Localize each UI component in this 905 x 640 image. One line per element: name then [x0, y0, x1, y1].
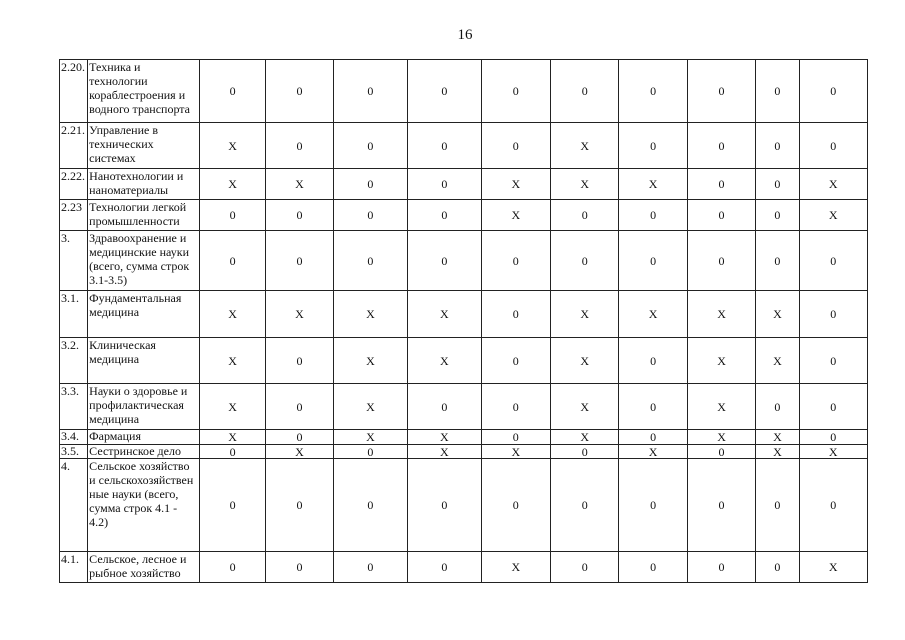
row-code: 3.1. [60, 291, 88, 338]
value-cell: X [333, 291, 407, 338]
row-name: Сестринское дело [88, 445, 200, 459]
value-cell: 0 [266, 200, 333, 231]
row-name: Здравоохранение и медицинские науки (всего, сумма строк 3.1-3.5) [88, 231, 200, 291]
row-code: 2.20. [60, 60, 88, 123]
value-cell: X [408, 430, 481, 445]
page-number: 16 [457, 27, 473, 43]
row-name: Науки о здоровье и профилактическая медицина [88, 384, 200, 430]
value-cell: 0 [199, 459, 265, 552]
value-cell: 0 [687, 123, 755, 169]
table-body [60, 60, 868, 583]
value-cell: X [408, 445, 481, 459]
value-cell: 0 [333, 445, 407, 459]
value-cell: X [199, 169, 265, 200]
value-cell: 0 [266, 459, 333, 552]
value-cell: 0 [756, 60, 799, 123]
row-name: Управление в технических системах [88, 123, 200, 169]
value-cell: 0 [481, 459, 550, 552]
value-cell: 0 [619, 552, 687, 583]
value-cell: 0 [199, 552, 265, 583]
value-cell: X [481, 552, 550, 583]
row-code: 2.23 [60, 200, 88, 231]
value-cell: 0 [799, 430, 867, 445]
value-cell: X [333, 338, 407, 384]
table-row [60, 384, 868, 430]
value-cell: 0 [687, 459, 755, 552]
value-cell: 0 [266, 123, 333, 169]
value-cell: 0 [799, 459, 867, 552]
row-code: 2.22. [60, 169, 88, 200]
value-cell: 0 [687, 552, 755, 583]
row-name: Фундаментальная медицина [88, 291, 200, 338]
value-cell: X [199, 291, 265, 338]
value-cell: 0 [333, 231, 407, 291]
row-code: 3.2. [60, 338, 88, 384]
value-cell: X [619, 291, 687, 338]
value-cell: X [799, 445, 867, 459]
row-code: 3.3. [60, 384, 88, 430]
value-cell: X [266, 169, 333, 200]
value-cell: 0 [408, 169, 481, 200]
value-cell: 0 [756, 459, 799, 552]
value-cell: 0 [619, 384, 687, 430]
value-cell: X [687, 430, 755, 445]
value-cell: X [333, 430, 407, 445]
table-row [60, 169, 868, 200]
value-cell: X [551, 291, 619, 338]
row-code: 4. [60, 459, 88, 552]
value-cell: X [551, 430, 619, 445]
value-cell: X [756, 338, 799, 384]
value-cell: 0 [551, 459, 619, 552]
value-cell: 0 [799, 231, 867, 291]
value-cell: 0 [756, 123, 799, 169]
value-cell: X [199, 384, 265, 430]
value-cell: 0 [408, 200, 481, 231]
value-cell: 0 [266, 231, 333, 291]
value-cell: 0 [619, 338, 687, 384]
value-cell: 0 [199, 231, 265, 291]
value-cell: 0 [687, 231, 755, 291]
value-cell: 0 [756, 231, 799, 291]
value-cell: 0 [481, 384, 550, 430]
value-cell: 0 [799, 338, 867, 384]
table-row [60, 338, 868, 384]
value-cell: X [551, 384, 619, 430]
value-cell: 0 [333, 169, 407, 200]
value-cell: 0 [756, 552, 799, 583]
row-code: 4.1. [60, 552, 88, 583]
value-cell: X [266, 445, 333, 459]
table-row [60, 430, 868, 445]
value-cell: 0 [551, 552, 619, 583]
value-cell: 0 [687, 200, 755, 231]
value-cell: 0 [266, 430, 333, 445]
value-cell: 0 [333, 459, 407, 552]
row-name: Сельское хозяйство и сельскохозяйствен ные науки (всего, сумма строк 4.1 - 4.2) [88, 459, 200, 552]
value-cell: 0 [199, 200, 265, 231]
value-cell: X [756, 291, 799, 338]
value-cell: 0 [481, 123, 550, 169]
value-cell: 0 [551, 200, 619, 231]
table-row [60, 445, 868, 459]
table-row [60, 123, 868, 169]
value-cell: X [408, 338, 481, 384]
row-name: Фармация [88, 430, 200, 445]
value-cell: 0 [551, 231, 619, 291]
value-cell: 0 [481, 231, 550, 291]
value-cell: 0 [408, 384, 481, 430]
value-cell: 0 [333, 552, 407, 583]
value-cell: 0 [756, 169, 799, 200]
value-cell: 0 [551, 445, 619, 459]
table-row [60, 552, 868, 583]
value-cell: 0 [687, 60, 755, 123]
value-cell: 0 [481, 60, 550, 123]
value-cell: 0 [481, 430, 550, 445]
value-cell: X [799, 200, 867, 231]
value-cell: 0 [481, 291, 550, 338]
value-cell: 0 [619, 123, 687, 169]
value-cell: 0 [756, 384, 799, 430]
table-row [60, 231, 868, 291]
value-cell: X [408, 291, 481, 338]
value-cell: 0 [266, 338, 333, 384]
value-cell: 0 [481, 338, 550, 384]
value-cell: X [619, 169, 687, 200]
data-table [59, 59, 868, 583]
value-cell: 0 [619, 200, 687, 231]
value-cell: X [799, 169, 867, 200]
value-cell: X [481, 200, 550, 231]
value-cell: 0 [799, 291, 867, 338]
value-cell: X [551, 338, 619, 384]
value-cell: X [551, 123, 619, 169]
row-name: Сельское, лесное и рыбное хозяйство [88, 552, 200, 583]
row-code: 3.4. [60, 430, 88, 445]
value-cell: X [481, 169, 550, 200]
value-cell: X [687, 338, 755, 384]
value-cell: X [687, 291, 755, 338]
table-row [60, 459, 868, 552]
value-cell: 0 [687, 169, 755, 200]
value-cell: X [481, 445, 550, 459]
value-cell: 0 [199, 60, 265, 123]
value-cell: 0 [333, 200, 407, 231]
value-cell: 0 [199, 445, 265, 459]
value-cell: X [619, 445, 687, 459]
row-code: 3. [60, 231, 88, 291]
value-cell: 0 [266, 60, 333, 123]
table-row [60, 291, 868, 338]
row-code: 3.5. [60, 445, 88, 459]
value-cell: 0 [756, 200, 799, 231]
value-cell: 0 [266, 384, 333, 430]
value-cell: X [756, 430, 799, 445]
table-row [60, 200, 868, 231]
value-cell: 0 [408, 60, 481, 123]
row-code: 2.21. [60, 123, 88, 169]
value-cell: 0 [619, 60, 687, 123]
row-name: Технологии легкой промышленности [88, 200, 200, 231]
value-cell: X [199, 338, 265, 384]
value-cell: 0 [799, 384, 867, 430]
value-cell: X [333, 384, 407, 430]
row-name: Клиническая медицина [88, 338, 200, 384]
value-cell: 0 [408, 552, 481, 583]
value-cell: X [266, 291, 333, 338]
value-cell: 0 [408, 459, 481, 552]
value-cell: X [756, 445, 799, 459]
row-name: Нанотехнологии и наноматериалы [88, 169, 200, 200]
value-cell: 0 [333, 123, 407, 169]
value-cell: 0 [799, 60, 867, 123]
value-cell: 0 [266, 552, 333, 583]
value-cell: 0 [333, 60, 407, 123]
value-cell: X [687, 384, 755, 430]
value-cell: 0 [408, 123, 481, 169]
value-cell: X [799, 552, 867, 583]
value-cell: X [199, 123, 265, 169]
value-cell: 0 [619, 231, 687, 291]
value-cell: 0 [408, 231, 481, 291]
table-row [60, 60, 868, 123]
row-name: Техника и технологии кораблестроения и водного транспорта [88, 60, 200, 123]
value-cell: X [551, 169, 619, 200]
value-cell: 0 [619, 430, 687, 445]
value-cell: 0 [551, 60, 619, 123]
value-cell: X [199, 430, 265, 445]
value-cell: 0 [619, 459, 687, 552]
value-cell: 0 [687, 445, 755, 459]
value-cell: 0 [799, 123, 867, 169]
